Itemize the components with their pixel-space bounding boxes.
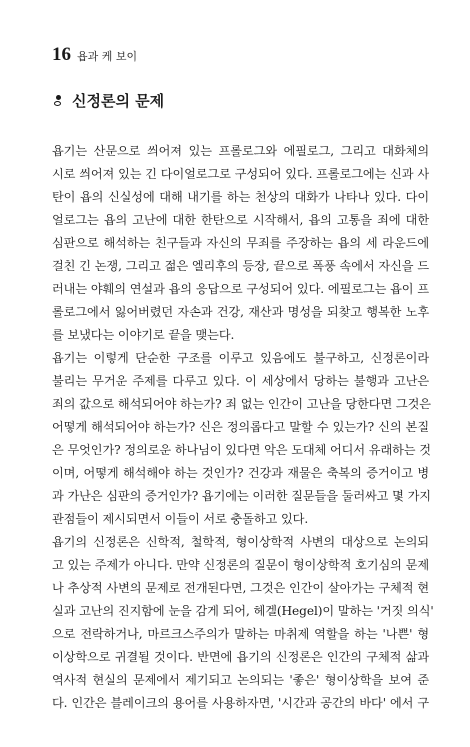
- section-title: 신정론의 문제: [72, 92, 165, 110]
- text-line: 욥기는 이렇게 단순한 구조를 이루고 있음에도 불구하고, 신정론이라: [52, 351, 429, 365]
- text-line: 이상학으로 귀결될 것이다. 반면에 욥기의 신정론은 인간의 구체적 삶과: [52, 650, 429, 664]
- text-line: 걸친 긴 논쟁, 그리고 젊은 엘리후의 등장, 끝으로 폭풍 속에서 자신을 드: [52, 259, 429, 273]
- text-line: 과 가난은 심판의 증거인가? 욥기에는 이러한 질문들을 둘러싸고 몇 가지: [52, 489, 431, 503]
- running-title: 욥과 케 보이: [77, 50, 138, 63]
- text-line: 를 보냈다는 이야기로 끝을 맺는다.: [52, 328, 235, 342]
- bullet-icon: [52, 94, 66, 108]
- text-line: 죄의 값으로 해석되어야 하는가? 죄 없는 인간이 고난을 당한다면 그것은: [52, 397, 431, 411]
- text-line: 어떻게 해석되어야 하는가? 신은 정의롭다고 말할 수 있는가? 신의 본질: [52, 420, 429, 434]
- text-line: 얼로그는 욥의 고난에 대한 한탄으로 시작해서, 욥의 고통을 죄에 대한: [52, 213, 429, 227]
- text-line: 나 추상적 사변의 문제로 전개된다면, 그것은 인간이 살아가는 구체적 현: [52, 581, 429, 595]
- text-line: 러내는 야훼의 연설과 욥의 응답으로 구성되어 있다. 에필로그는 욥이 프: [52, 282, 429, 296]
- text-line: 은 무엇인가? 정의로운 하나님이 있다면 악은 도대체 어디서 유래하는 것: [52, 443, 431, 457]
- text-line: 시로 씌어져 있는 긴 다이얼로그로 구성되어 있다. 프롤로그에는 신과 사: [52, 167, 429, 181]
- page-header: [52, 44, 137, 66]
- text-line: 실과 고난의 진지함에 눈을 감게 되어, 헤겔(Hegel)이 말하는 '거짓 의식': [52, 604, 434, 618]
- text-line: 으로 전락하거나, 마르크스주의가 말하는 마취제 역할을 하는 '나쁜' 형: [52, 627, 429, 641]
- text-line: 역사적 현실의 문제에서 제기되고 논의되는 '좋은' 형이상학을 보여 준: [52, 673, 429, 687]
- text-line: 욥기의 신정론은 신학적, 철학적, 형이상학적 사변의 대상으로 논의되: [52, 535, 429, 549]
- text-line: 롤로그에서 잃어버렸던 자손과 건강, 재산과 명성을 되찾고 행복한 노후: [52, 305, 429, 319]
- text-line: 욥기는 산문으로 씌어져 있는 프롤로그와 에필로그, 그리고 대화체의: [52, 144, 429, 158]
- body-text: [52, 117, 434, 715]
- page-number: 16: [52, 44, 71, 65]
- section-heading: [52, 90, 164, 111]
- text-line: 관점들이 제시되면서 이들이 서로 충돌하고 있다.: [52, 512, 309, 526]
- text-line: 심판으로 해석하는 친구들과 자신의 무죄를 주장하는 욥의 세 라운드에: [52, 236, 429, 250]
- text-line: 고 있는 주제가 아니다. 만약 신정론의 질문이 형이상학적 호기심의 문제: [52, 558, 429, 572]
- text-line: [52, 117, 429, 140]
- text-line: 탄이 욥의 신실성에 대해 내기를 하는 천상의 대화가 나타나 있다. 다이: [52, 190, 429, 204]
- text-line: 이며, 어떻게 해석해야 하는 것인가? 건강과 재물은 축복의 증거이고 병: [52, 466, 429, 480]
- text-line: 불리는 무거운 주제를 다루고 있다. 이 세상에서 당하는 불행과 고난은: [52, 374, 429, 388]
- text-line: 다. 인간은 블레이크의 용어를 사용하자면, '시간과 공간의 바다' 에서 구: [52, 696, 429, 710]
